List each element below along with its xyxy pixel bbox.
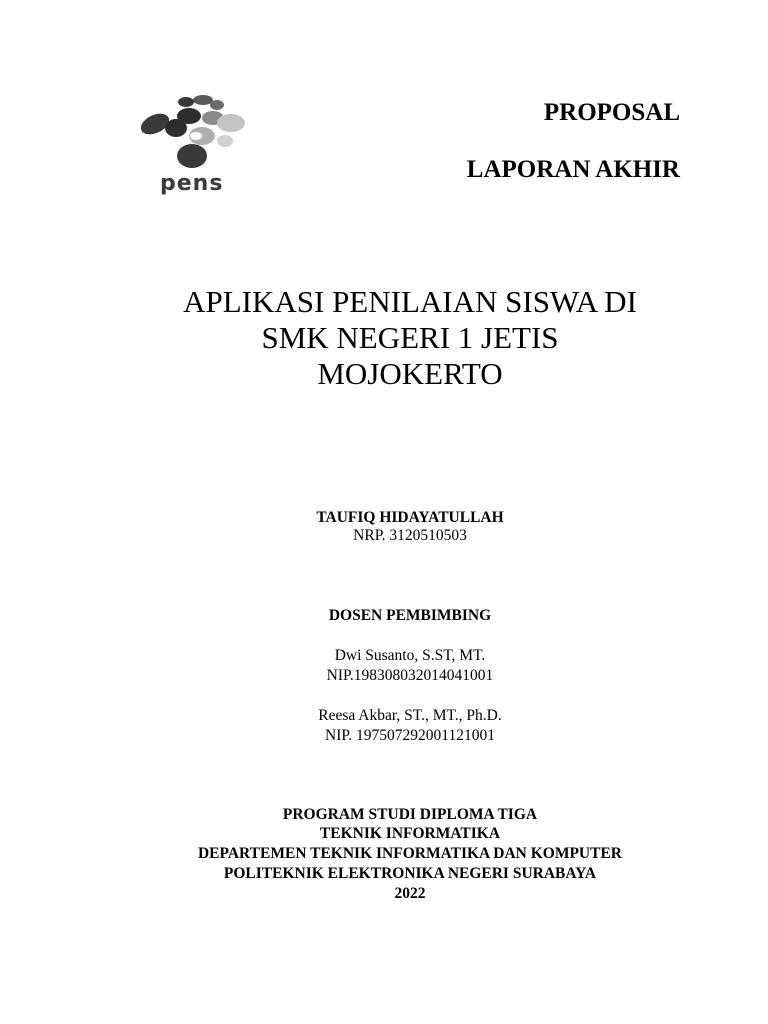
pens-logo xyxy=(134,92,248,196)
major: TEKNIK INFORMATIKA xyxy=(319,825,501,842)
title-line-1: APLIKASI PENILAIAN SISWA DI xyxy=(183,284,637,319)
logo-wordmark: pens xyxy=(160,171,224,196)
student-name: TAUFIQ HIDAYATULLAH xyxy=(316,509,504,526)
title-line-2: SMK NEGERI 1 JETIS xyxy=(261,320,559,355)
supervisor-heading: DOSEN PEMBIMBING xyxy=(328,607,492,624)
institution-name: POLITEKNIK ELEKTRONIKA NEGERI SURABAYA xyxy=(223,865,597,882)
study-program: PROGRAM STUDI DIPLOMA TIGA xyxy=(282,806,538,823)
document-subtype: LAPORAN AKHIR xyxy=(466,156,680,183)
student-nrp: NRP. 3120510503 xyxy=(353,527,467,544)
supervisor-2-nip: NIP. 197507292001121001 xyxy=(325,727,495,744)
pens-logo-icon xyxy=(134,92,248,196)
year: 2022 xyxy=(394,885,426,902)
supervisor-1-nip: NIP.198308032014041001 xyxy=(326,667,494,684)
supervisor-2-name: Reesa Akbar, ST., MT., Ph.D. xyxy=(318,707,502,724)
title-line-3: MOJOKERTO xyxy=(317,356,503,391)
thesis-title xyxy=(100,284,720,392)
department: DEPARTEMEN TEKNIK INFORMATIKA DAN KOMPUTER xyxy=(197,845,622,862)
supervisor-1-name: Dwi Susanto, S.ST, MT. xyxy=(334,647,486,664)
document-type: PROPOSAL xyxy=(543,99,680,126)
